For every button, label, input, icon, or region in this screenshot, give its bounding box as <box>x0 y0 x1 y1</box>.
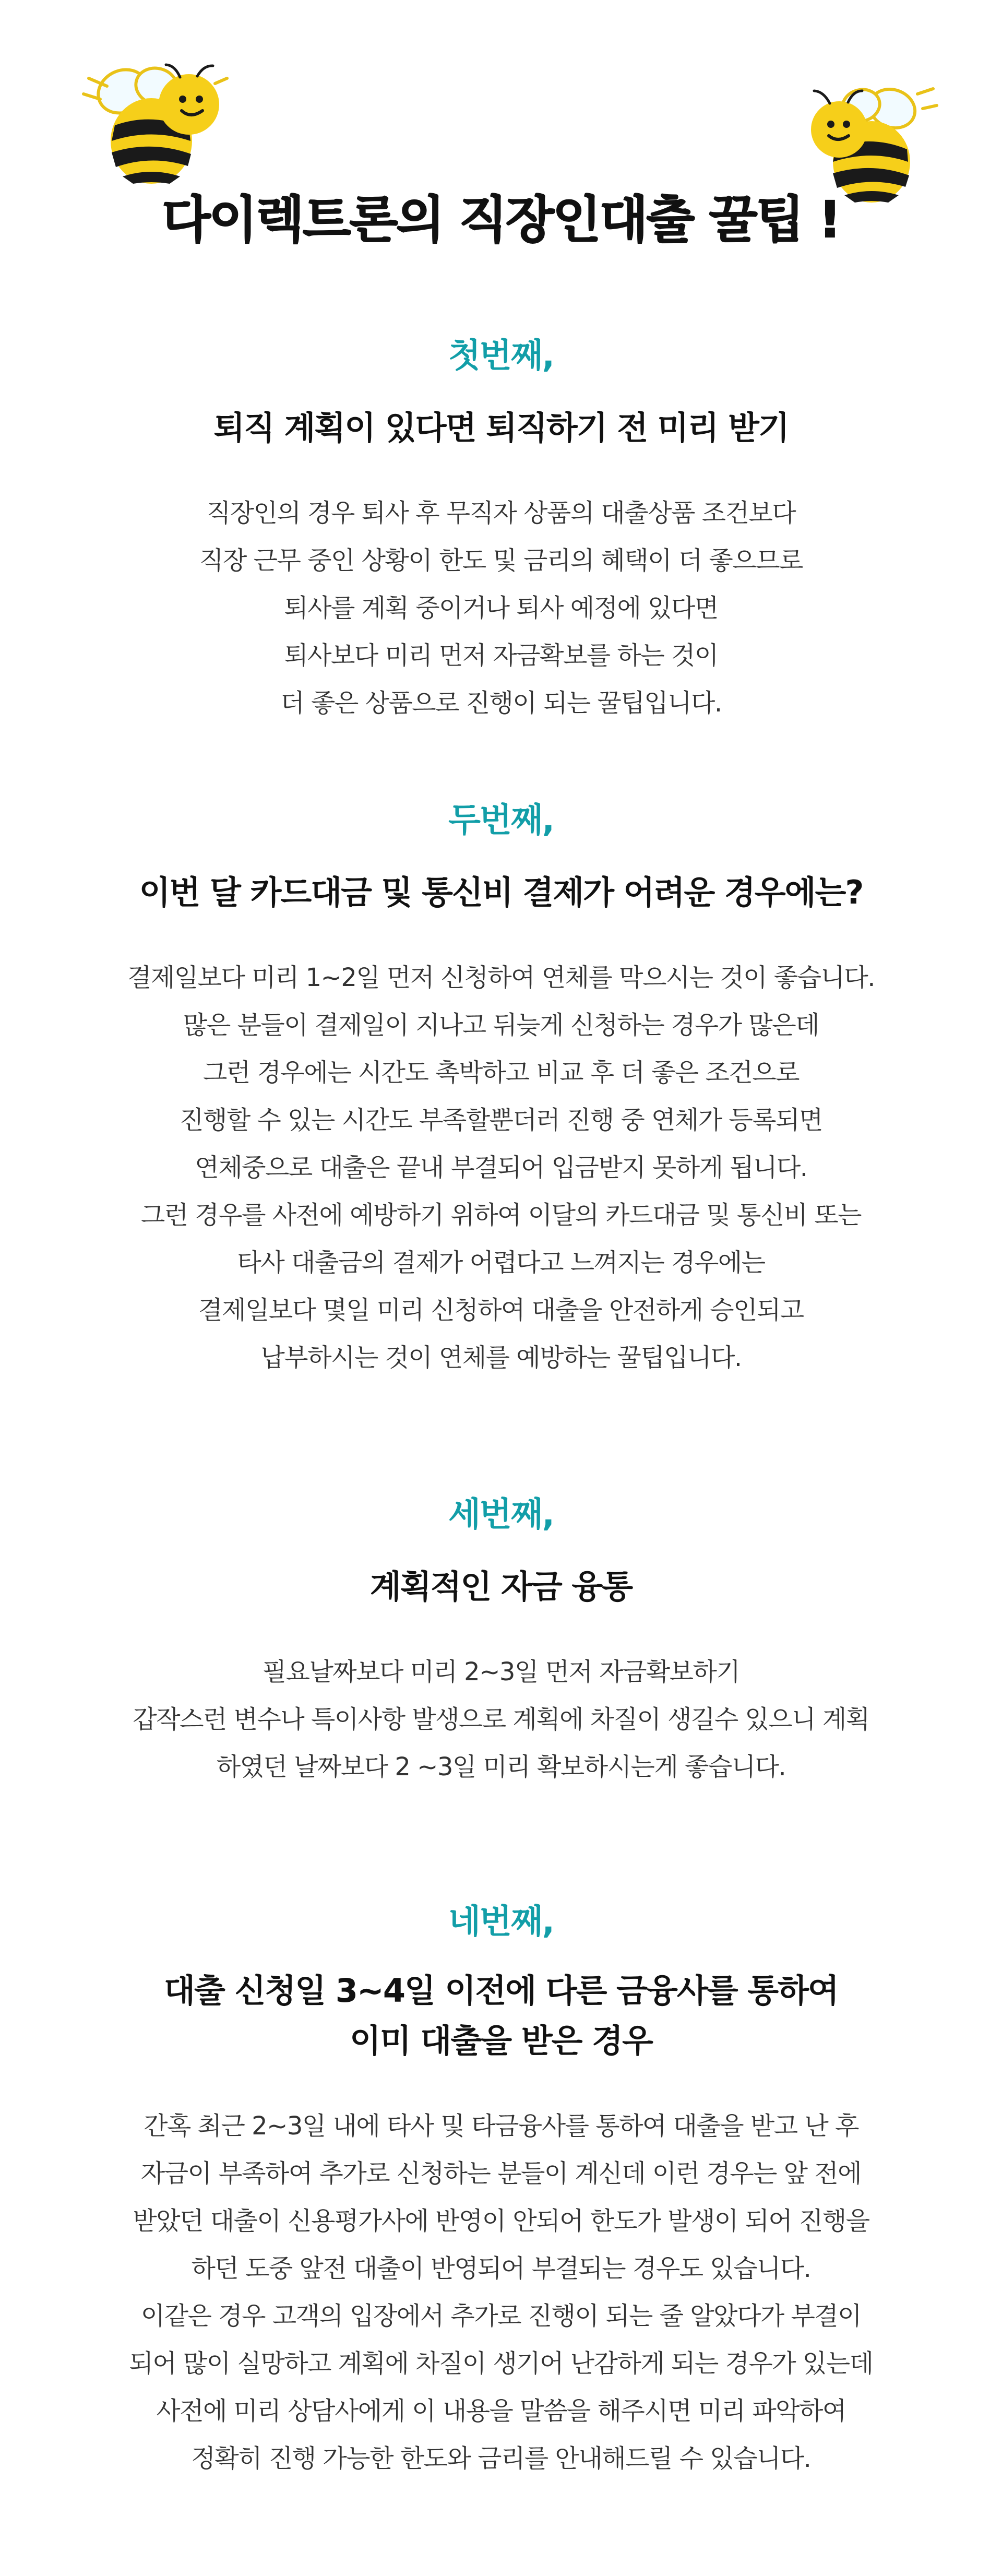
header <box>0 0 1002 292</box>
tip-body-line: 하던 도중 앞전 대출이 반영되어 부결되는 경우도 있습니다. <box>191 2254 811 2283</box>
tip-heading <box>0 868 1002 918</box>
tip-body-line: 갑작스런 변수나 특이사항 발생으로 계획에 차질이 생길수 있으니 계획 <box>133 1705 869 1734</box>
tip-body-line: 되어 많이 실망하고 계획에 차질이 생기어 난감하게 되는 경우가 있는데 <box>129 2349 873 2378</box>
tip-section-3 <box>0 1495 1002 1791</box>
tip-body-line: 결제일보다 몇일 미리 신청하여 대출을 안전하게 승인되고 <box>198 1296 804 1325</box>
tip-body-line: 많은 분들이 결제일이 지나고 뒤늦게 신청하는 경우가 많은데 <box>183 1011 819 1040</box>
tip-body-line: 정확히 진행 가능한 한도와 금리를 안내해드릴 수 있습니다. <box>191 2444 811 2473</box>
tip-body-line: 하였던 날짜보다 2 ~3일 미리 확보하시는게 좋습니다. <box>216 1752 786 1782</box>
tip-section-1 <box>0 339 1002 727</box>
tip-body <box>0 1648 1002 1791</box>
tip-ordinal: 네번째, <box>448 1903 554 1941</box>
tip-section-4 <box>0 1905 1002 2483</box>
tip-body <box>0 954 1002 1382</box>
tip-body-line: 연체중으로 대출은 끝내 부결되어 입금받지 못하게 됩니다. <box>195 1153 807 1182</box>
tip-body-line: 그런 경우에는 시간도 촉박하고 비교 후 더 좋은 조건으로 <box>202 1058 800 1087</box>
tip-heading-line: 이미 대출을 받은 경우 <box>350 2022 652 2060</box>
tip-body-line: 직장 근무 중인 상황이 한도 및 금리의 혜택이 더 좋으므로 <box>199 546 803 575</box>
page-title: 다이렉트론의 직장인대출 꿀팁 ! <box>162 191 840 249</box>
tip-body-line: 자금이 부족하여 추가로 신청하는 분들이 계신데 이런 경우는 앞 전에 <box>140 2159 862 2188</box>
tip-body-line: 그런 경우를 사전에 예방하기 위하여 이달의 카드대금 및 통신비 또는 <box>140 1201 862 1230</box>
tip-body-line: 받았던 대출이 신용평가사에 반영이 안되어 한도가 발생이 되어 진행을 <box>133 2206 869 2236</box>
tip-body-line: 더 좋은 상품으로 진행이 되는 꿀팁입니다. <box>280 688 722 718</box>
tip-heading <box>0 1966 1002 2066</box>
tip-heading-line: 계획적인 자금 융통 <box>369 1568 633 1606</box>
tip-body-line: 이같은 경우 고객의 입장에서 추가로 진행이 되는 줄 알았다가 부결이 <box>140 2301 862 2331</box>
tip-body-line: 퇴사를 계획 중이거나 퇴사 예정에 있다면 <box>284 593 718 623</box>
tip-body-line: 직장인의 경우 퇴사 후 무직자 상품의 대출상품 조건보다 <box>206 498 796 528</box>
tip-ordinal: 세번째, <box>448 1495 554 1534</box>
tip-body-line: 결제일보다 미리 1~2일 먼저 신청하여 연체를 막으시는 것이 좋습니다. <box>127 963 875 992</box>
tip-body <box>0 2103 1002 2483</box>
tip-heading <box>0 403 1002 453</box>
tip-heading-line: 대출 신청일 3~4일 이전에 다른 금융사를 통하여 <box>164 1972 838 2010</box>
tip-body <box>0 490 1002 727</box>
tip-body-line: 퇴사보다 미리 먼저 자금확보를 하는 것이 <box>284 641 718 670</box>
tip-body-line: 사전에 미리 상담사에게 이 내용을 말씀을 해주시면 미리 파악하여 <box>156 2396 846 2426</box>
tip-heading-line: 퇴직 계획이 있다면 퇴직하기 전 미리 받기 <box>213 409 789 447</box>
bee-left-icon <box>78 63 230 198</box>
tip-body-line: 납부하시는 것이 연체를 예방하는 꿀팁입니다. <box>260 1343 742 1372</box>
tip-heading <box>0 1562 1002 1612</box>
tip-heading-line: 이번 달 카드대금 및 통신비 결제가 어려운 경우에는? <box>139 873 863 911</box>
tip-body-line: 필요날짜보다 미리 2~3일 먼저 자금확보하기 <box>262 1657 740 1687</box>
tip-ordinal: 첫번째, <box>448 337 554 375</box>
tip-body-line: 진행할 수 있는 시간도 부족할뿐더러 진행 중 연체가 등록되면 <box>180 1106 822 1135</box>
tip-body-line: 타사 대출금의 결제가 어렵다고 느껴지는 경우에는 <box>237 1248 765 1277</box>
tip-body-line: 간혹 최근 2~3일 내에 타사 및 타금융사를 통하여 대출을 받고 난 후 <box>144 2111 858 2141</box>
tip-ordinal: 두번째, <box>448 801 554 840</box>
tip-section-2 <box>0 801 1002 1382</box>
